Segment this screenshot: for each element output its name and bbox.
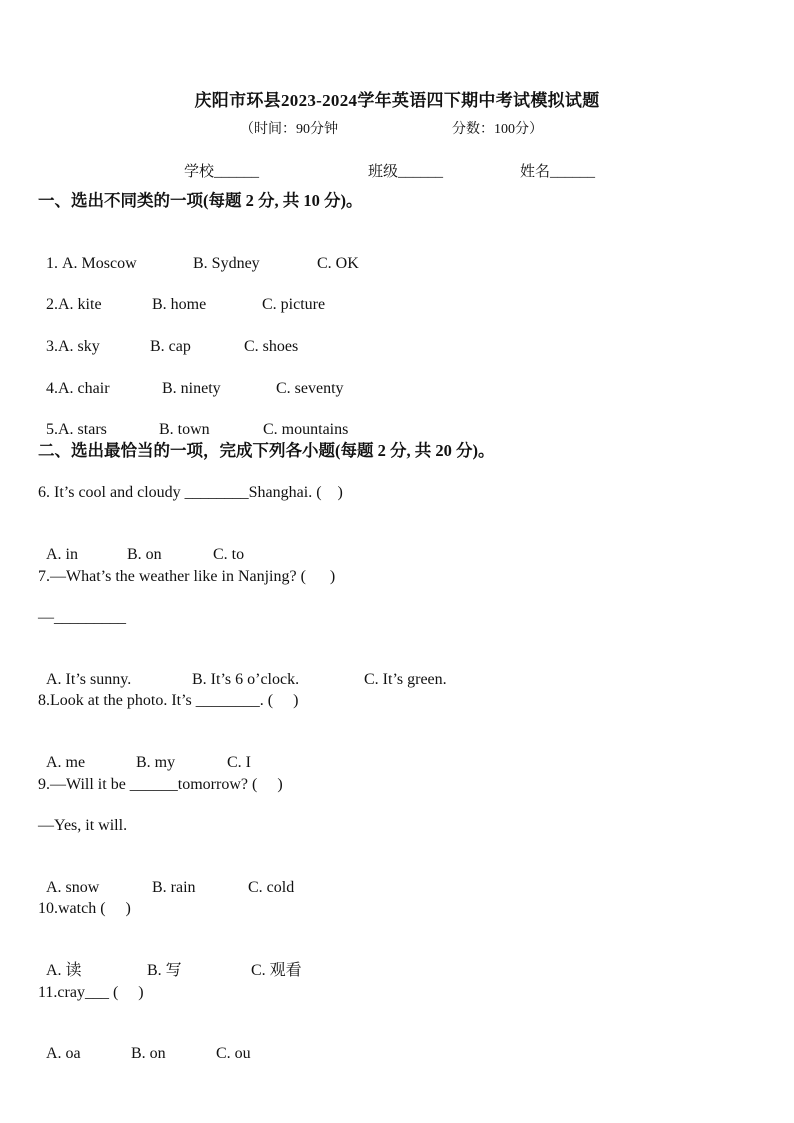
option-b: B. Sydney	[193, 255, 260, 272]
option-a: A. in	[46, 546, 78, 563]
question-8-stem: 8.Look at the photo. It’s ________. ( )	[38, 692, 299, 709]
option-b: B. ninety	[162, 380, 221, 397]
option-b: B. on	[131, 1045, 166, 1062]
question-number: 3.	[46, 338, 58, 355]
question-11-stem: 11.cray___ ( )	[38, 984, 144, 1001]
question-7-answer-line: —_________	[38, 609, 126, 626]
name-field: 姓名______	[520, 164, 596, 180]
option-a: A. me	[46, 754, 86, 771]
option-c: C. mountains	[263, 421, 349, 438]
option-a: A. Moscow	[62, 255, 137, 272]
option-c: C. to	[213, 546, 245, 563]
option-b: B. town	[159, 421, 210, 438]
option-a: A. snow	[46, 879, 100, 896]
question-8-options	[38, 733, 251, 773]
section2-heading: 二、选出最恰当的一项，完成下列各小题(每题 2 分, 共 20 分)。	[38, 441, 495, 460]
question-5	[38, 400, 348, 440]
question-6-stem: 6. It’s cool and cloudy ________Shanghai. ( )	[38, 484, 343, 501]
question-number: 2.	[46, 296, 58, 313]
question-10-options	[38, 941, 302, 981]
question-6-options	[38, 525, 244, 565]
school-field: 学校______	[184, 164, 260, 180]
question-4	[38, 359, 344, 399]
question-7-stem: 7.—What’s the weather like in Nanjing? ( )	[38, 568, 336, 585]
option-a: A. kite	[58, 296, 102, 313]
option-b: B. 写	[147, 962, 182, 979]
option-b: B. rain	[152, 879, 196, 896]
question-2	[38, 275, 325, 315]
option-c: C. seventy	[276, 380, 344, 397]
question-9-stem: 9.—Will it be ______tomorrow? ( )	[38, 776, 283, 793]
class-field: 班级______	[368, 164, 444, 180]
option-c: C. picture	[262, 296, 326, 313]
option-a: A. It’s sunny.	[46, 671, 132, 688]
question-1	[38, 234, 359, 274]
question-number: 4.	[46, 380, 58, 397]
option-b: B. on	[127, 546, 162, 563]
option-a: A. 读	[46, 962, 82, 979]
option-a: A. oa	[46, 1045, 81, 1062]
option-c: C. ou	[216, 1045, 251, 1062]
option-b: B. my	[136, 754, 176, 771]
page-title: 庆阳市环县2023-2024学年英语四下期中考试模拟试题	[194, 91, 600, 110]
option-b: B. cap	[150, 338, 191, 355]
question-11-options	[38, 1024, 251, 1064]
option-a: A. stars	[58, 421, 107, 438]
option-c: C. shoes	[244, 338, 299, 355]
option-b: B. It’s 6 o’clock.	[192, 671, 300, 688]
option-a: A. chair	[58, 380, 110, 397]
exam-time: （时间：90分钟	[240, 122, 338, 137]
question-9-options	[38, 858, 294, 898]
question-7-options	[38, 650, 447, 690]
question-number: 1.	[46, 255, 62, 272]
option-b: B. home	[152, 296, 207, 313]
section1-heading: 一、选出不同类的一项(每题 2 分, 共 10 分)。	[38, 191, 363, 210]
question-9-reply: —Yes, it will.	[38, 817, 128, 834]
question-number: 5.	[46, 421, 58, 438]
option-c: C. 观看	[251, 962, 302, 979]
option-c: C. I	[227, 754, 251, 771]
option-a: A. sky	[58, 338, 100, 355]
option-c: C. It’s green.	[364, 671, 447, 688]
option-c: C. cold	[248, 879, 295, 896]
option-c: C. OK	[317, 255, 359, 272]
exam-score: 分数：100分）	[452, 122, 543, 137]
question-10-stem: 10.watch ( )	[38, 900, 131, 917]
question-3	[38, 317, 298, 357]
